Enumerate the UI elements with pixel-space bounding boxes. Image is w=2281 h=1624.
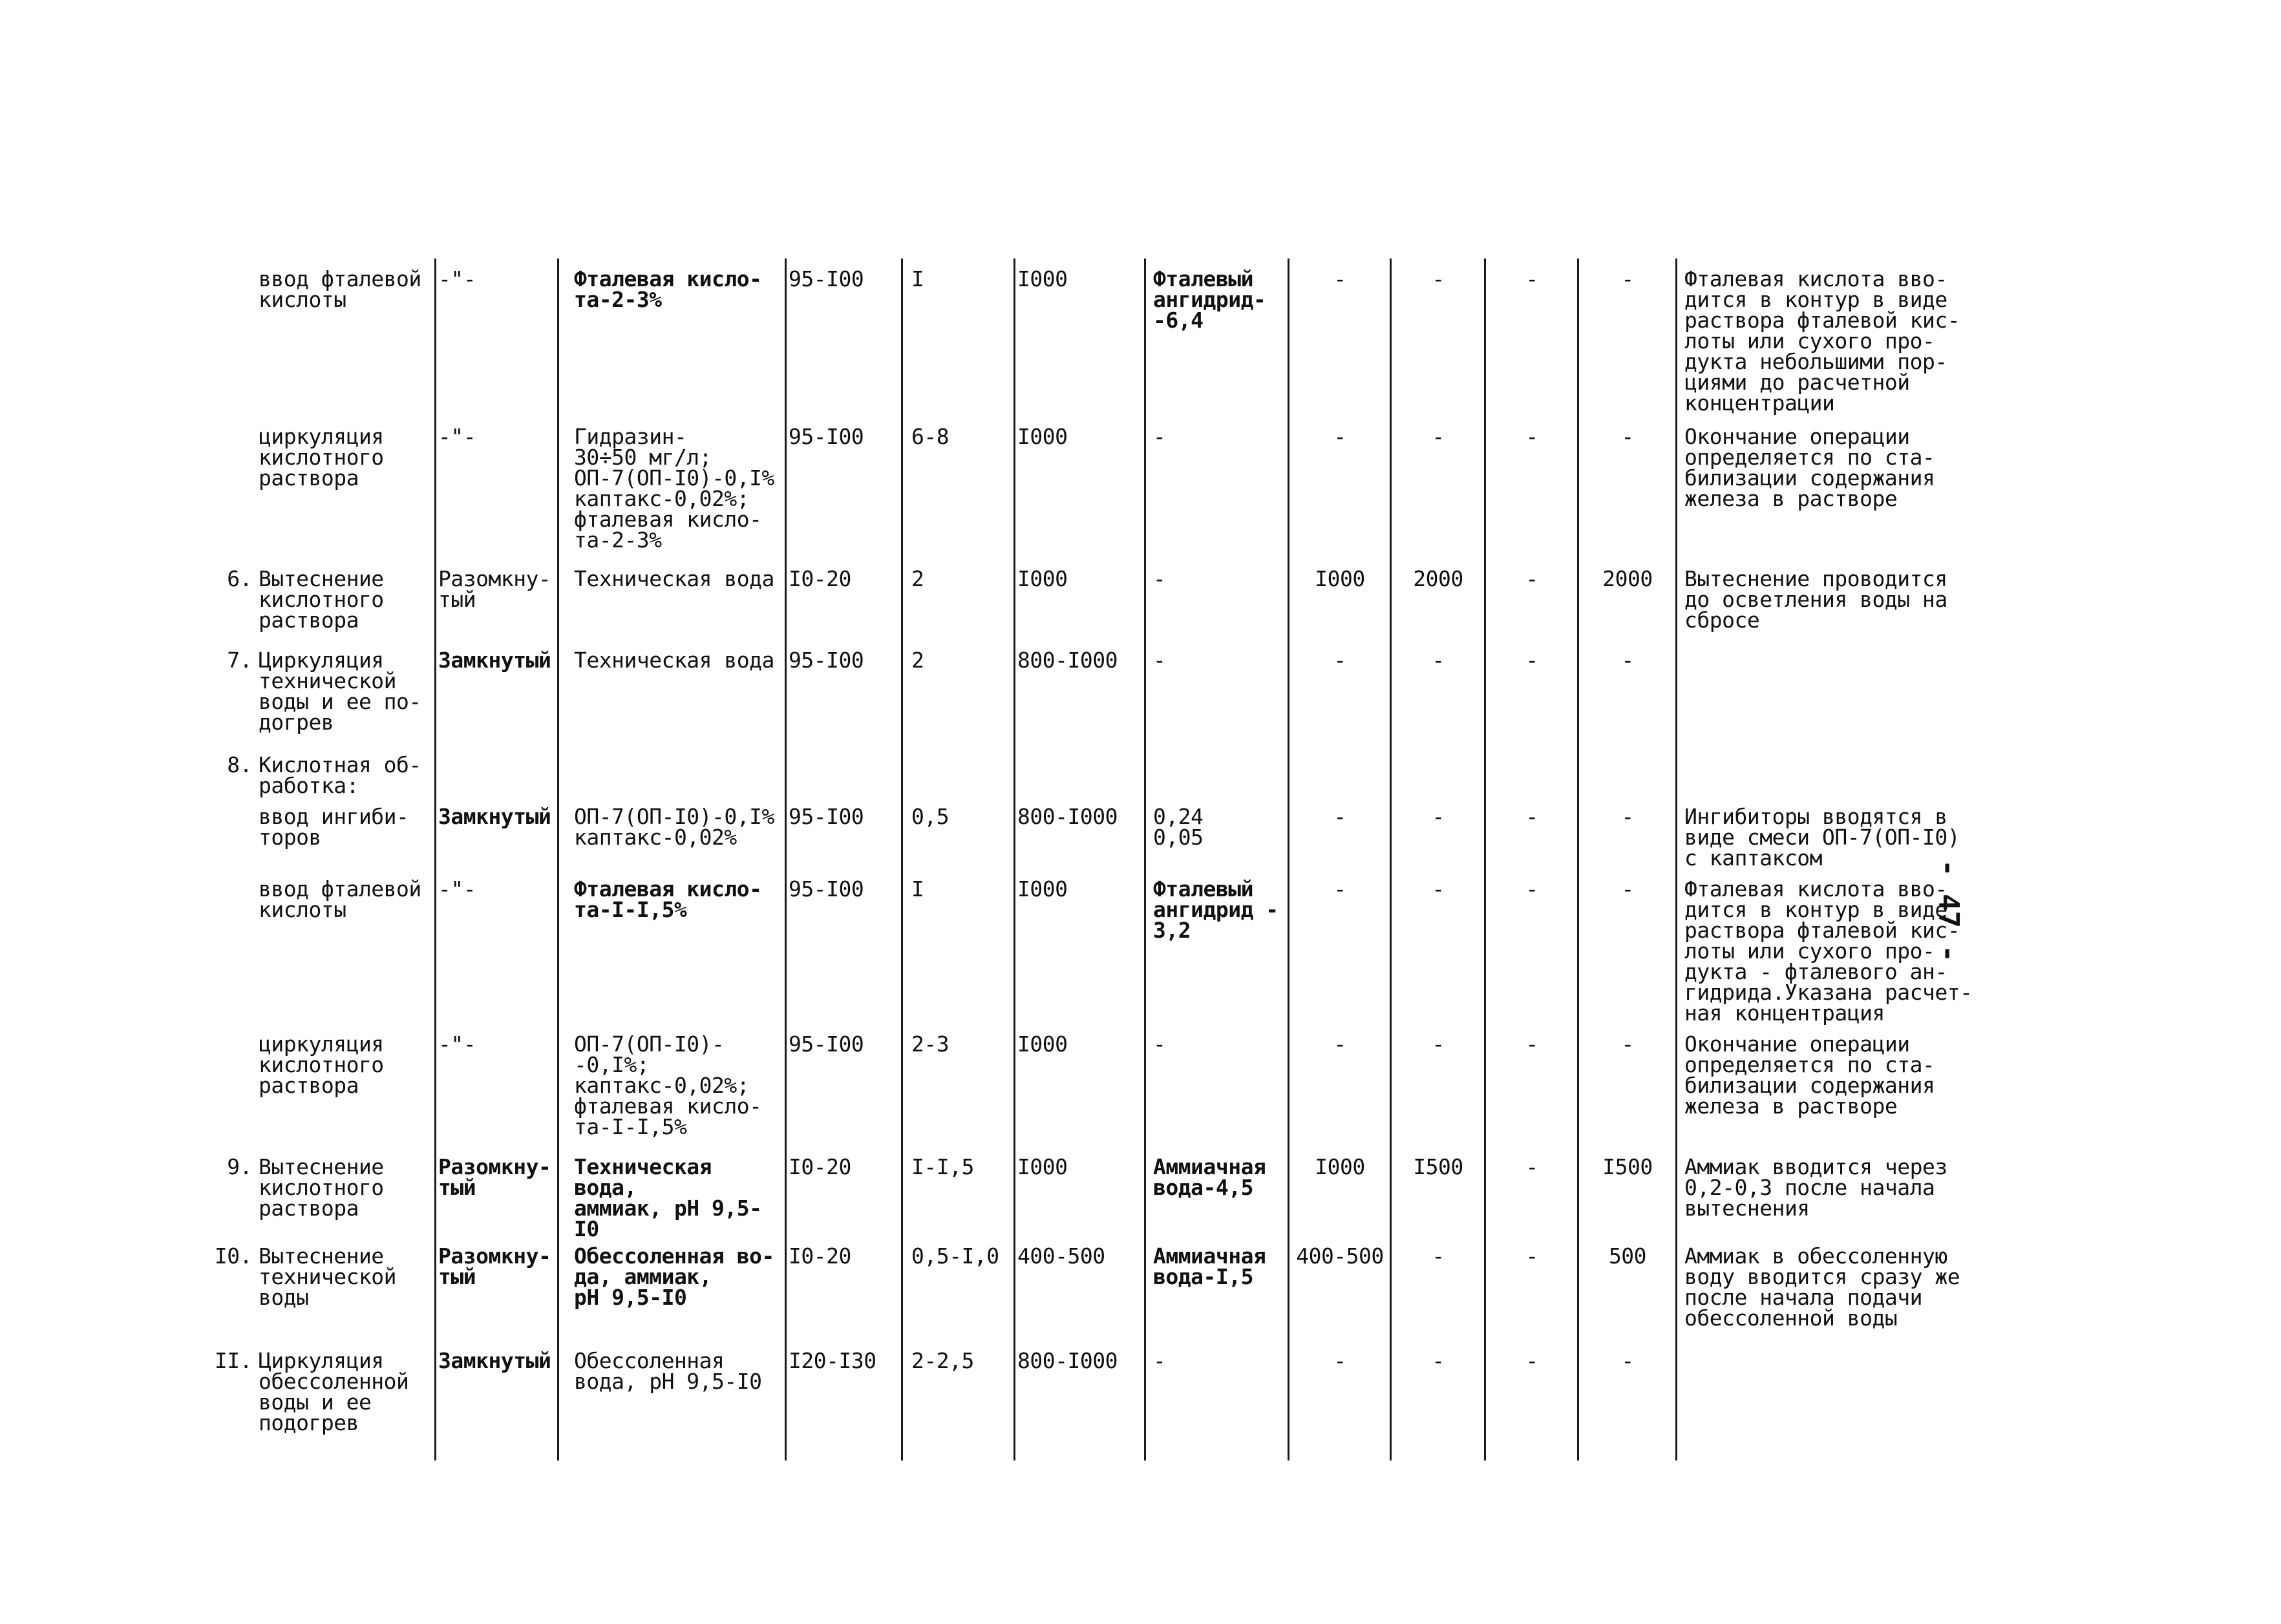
cell-time: I-I,5 [911,1154,974,1179]
cell-flow: I000 [1017,424,1068,449]
cell-medium: ОП-7(ОП-I0)-0,I% каптакс-0,02% [574,804,774,850]
cell-medium: Обессоленная вода, рН 9,5-I0 [574,1348,762,1394]
cell-c3: - [1525,1348,1538,1373]
cell-c2: - [1432,266,1445,291]
cell-step: 9. [227,1154,252,1179]
cell-note: Фталевая кислота вво- дится в контур в виде раствора фталевой кис- лоты или сухого про- дукта небольшими пор- циями до расчетной концентрации [1684,266,1960,416]
cell-c2: - [1432,1348,1445,1373]
cell-time: 2 [911,648,924,673]
cell-time: I [911,876,924,902]
cell-scheme: Замкнутый [438,804,551,829]
cell-reagent: - [1153,566,1166,591]
cell-flow: I000 [1017,876,1068,902]
cell-reagent: Фталевый ангидрид - 3,2 [1153,876,1278,943]
cell-flow: 800-I000 [1017,648,1118,673]
cell-name: Кислотная об- работка: [259,752,421,798]
cell-c4: I500 [1602,1154,1653,1179]
cell-c2: - [1432,876,1445,902]
cell-c1: - [1333,1348,1346,1373]
cell-medium: Обессоленная во- да, аммиак, рН 9,5-I0 [574,1243,774,1310]
cell-c2: - [1432,424,1445,449]
cell-temp: 95-I00 [789,648,864,673]
cell-note: Окончание операции определяется по ста- билизации содержания железа в растворе [1684,1031,1935,1119]
cell-medium: Гидразин- 30÷50 мг/л; ОП-7(ОП-I0)-0,I% каптакс-0,02%; фталевая кисло- та-2-3% [574,424,774,553]
cell-reagent: - [1153,1031,1166,1057]
cell-medium: ОП-7(ОП-I0)- -0,I%; каптакс-0,02%; фталевая кисло- та-I-I,5% [574,1031,762,1139]
cell-c1: - [1333,876,1346,902]
cell-temp: I0-20 [789,1154,851,1179]
cell-time: 6-8 [911,424,950,449]
cell-c2: - [1432,1031,1445,1057]
cell-c3: - [1525,804,1538,829]
cell-time: 2-2,5 [911,1348,974,1373]
cell-step: 7. [227,648,252,673]
cell-medium: Техническая вода, аммиак, рН 9,5-I0 [574,1154,762,1241]
cell-note: Аммиак в обессоленную воду вводится сразу же после начала подачи обессоленной воды [1684,1243,1960,1331]
cell-name: ввод ингиби- торов [259,804,409,850]
cell-scheme: -"- [438,876,476,902]
cell-c1: - [1333,1031,1346,1057]
cell-reagent: - [1153,424,1166,449]
cell-flow: I000 [1017,266,1068,291]
cell-scheme: -"- [438,266,476,291]
cell-c4: - [1621,266,1634,291]
cell-c1: - [1333,804,1346,829]
cell-c3: - [1525,1243,1538,1269]
cell-reagent: - [1153,648,1166,673]
cell-temp: 95-I00 [789,1031,864,1057]
cell-name: Циркуляция обессоленной воды и ее подогрев [259,1348,409,1435]
cell-c3: - [1525,424,1538,449]
cell-scheme: -"- [438,1031,476,1057]
cell-medium: Техническая вода [574,566,774,591]
cell-time: 0,5-I,0 [911,1243,999,1269]
cell-reagent: 0,24 0,05 [1153,804,1204,850]
cell-c3: - [1525,266,1538,291]
cell-c4: - [1621,1348,1634,1373]
cell-c3: - [1525,648,1538,673]
cell-reagent: Аммиачная вода-I,5 [1153,1243,1266,1289]
cell-c2: I500 [1413,1154,1463,1179]
cell-name: циркуляция кислотного раствора [259,1031,384,1098]
cell-medium: Фталевая кисло- та-2-3% [574,266,762,312]
cell-c4: - [1621,1031,1634,1057]
cell-scheme: Замкнутый [438,648,551,673]
cell-temp: 95-I00 [789,424,864,449]
cell-note: Вытеснение проводится до осветления воды на сбросе [1684,566,1947,633]
cell-flow: 800-I000 [1017,804,1118,829]
cell-c4: - [1621,804,1634,829]
cell-step: I0. [214,1243,252,1269]
cell-note: Фталевая кислота вво- дится в контур в виде раствора фталевой кис- лоты или сухого про- дукта - фталевого ан- гидрида.Указана расчет- ная концентрация [1684,876,1973,1026]
cell-scheme: Замкнутый [438,1348,551,1373]
cell-name: Вытеснение кислотного раствора [259,566,384,633]
cell-c1: I000 [1315,1154,1365,1179]
cell-temp: 95-I00 [789,804,864,829]
cell-c2: - [1432,804,1445,829]
cell-c4: - [1621,424,1634,449]
cell-c3: - [1525,876,1538,902]
cell-flow: I000 [1017,1154,1068,1179]
cell-name: Вытеснение кислотного раствора [259,1154,384,1221]
cell-scheme: Разомкну- тый [438,566,551,612]
cell-medium: Фталевая кисло- та-I-I,5% [574,876,762,922]
cell-temp: 95-I00 [789,876,864,902]
cell-c3: - [1525,1031,1538,1057]
cell-c2: - [1432,648,1445,673]
cell-flow: 800-I000 [1017,1348,1118,1373]
cell-name: ввод фталевой кислоты [259,266,421,312]
cell-name: ввод фталевой кислоты [259,876,421,922]
cell-temp: 95-I00 [789,266,864,291]
cell-note: Окончание операции определяется по ста- билизации содержания железа в растворе [1684,424,1935,511]
cell-c1: 400-500 [1296,1243,1384,1269]
cell-c1: - [1333,648,1346,673]
cell-time: I [911,266,924,291]
cell-step: 6. [227,566,252,591]
cell-time: 0,5 [911,804,950,829]
cell-time: 2-3 [911,1031,950,1057]
cell-c4: 500 [1608,1243,1647,1269]
cell-temp: I20-I30 [789,1348,876,1373]
cell-name: Вытеснение технической воды [259,1243,397,1310]
page-number: - 47 - [1932,859,1965,962]
cell-reagent: - [1153,1348,1166,1373]
cell-reagent: Фталевый ангидрид- -6,4 [1153,266,1266,333]
cell-step: 8. [227,752,252,777]
cell-temp: I0-20 [789,566,851,591]
cell-c4: - [1621,648,1634,673]
cell-c3: - [1525,1154,1538,1179]
cell-flow: I000 [1017,566,1068,591]
cell-c4: 2000 [1602,566,1653,591]
cell-step: II. [214,1348,252,1373]
cell-scheme: Разомкну- тый [438,1243,551,1289]
cell-reagent: Аммиачная вода-4,5 [1153,1154,1266,1200]
cell-c1: I000 [1315,566,1365,591]
cell-note: Ингибиторы вводятся в виде смеси ОП-7(ОП-I0) с каптаксом [1684,804,1960,870]
cell-scheme: -"- [438,424,476,449]
cell-c2: - [1432,1243,1445,1269]
cell-c3: - [1525,566,1538,591]
cell-name: циркуляция кислотного раствора [259,424,384,490]
cell-c1: - [1333,266,1346,291]
cell-medium: Техническая вода [574,648,774,673]
cell-c1: - [1333,424,1346,449]
cell-c2: 2000 [1413,566,1463,591]
cell-time: 2 [911,566,924,591]
cell-flow: I000 [1017,1031,1068,1057]
cell-c4: - [1621,876,1634,902]
cell-scheme: Разомкну- тый [438,1154,551,1200]
cell-name: Циркуляция технической воды и ее по- догрев [259,648,421,735]
cell-temp: I0-20 [789,1243,851,1269]
cell-note: Аммиак вводится через 0,2-0,3 после начала вытеснения [1684,1154,1947,1221]
cell-flow: 400-500 [1017,1243,1105,1269]
